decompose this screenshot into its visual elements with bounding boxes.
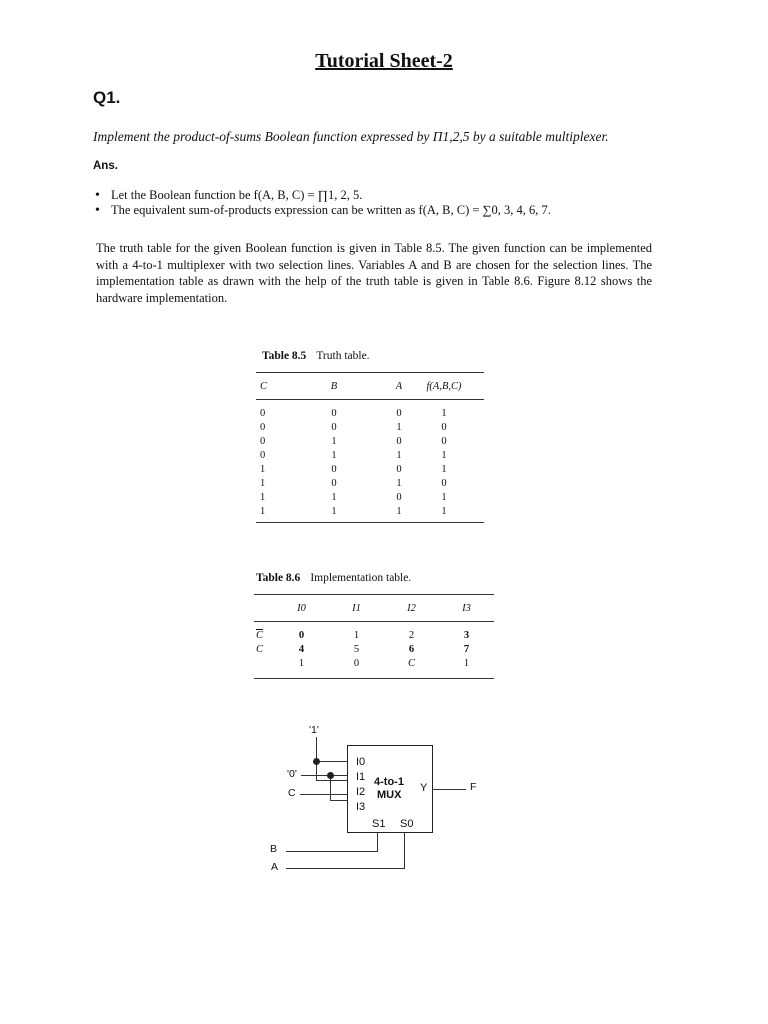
table6-title: Implementation table.: [310, 572, 412, 584]
table5-header: B: [330, 380, 338, 392]
table5-cell: 0: [331, 407, 337, 419]
table5-cell: 1: [441, 407, 447, 419]
table6-cell: 5: [353, 643, 360, 655]
table6-cell: 3: [463, 629, 470, 641]
table5-cell: 0: [331, 421, 337, 433]
table6-header: I3: [462, 602, 471, 614]
table5-cell: 1: [331, 449, 337, 461]
table6-header: I1: [352, 602, 361, 614]
one-label: '1': [309, 724, 319, 736]
output-f-label: F: [470, 781, 477, 793]
page-title: Tutorial Sheet-2: [315, 50, 453, 72]
table5-cell: 1: [260, 463, 266, 475]
question-text: Implement the product-of-sums Boolean function expressed by Π1,2,5 by a suitable multiplexer.: [93, 129, 609, 144]
explanation-paragraph: The truth table for the given Boolean function is given in Table 8.5. The given function can be implemented with a 4-to-1 multiplexer with two selection lines. Variables A and B are chosen for the selection lines. The implementation table as drawn with the help of the truth table is given in Table 8.6. Figure 8.12 shows the hardware implementation.: [96, 241, 652, 305]
table5-cell: 1: [396, 449, 402, 461]
table5-cell: 0: [331, 477, 337, 489]
table5-cell: 1: [260, 505, 266, 517]
table6-cell: 6: [408, 643, 415, 655]
table5-cell: 0: [260, 421, 266, 433]
table6-cell: 1: [353, 629, 360, 641]
table5-cell: 1: [396, 421, 402, 433]
table5-header: C: [260, 380, 268, 392]
table5-cell: 0: [331, 463, 337, 475]
mux-input-i0: I0: [356, 756, 366, 768]
table5-cell: 0: [396, 491, 402, 503]
mux-name-label: MUX: [377, 789, 402, 801]
table5-header: f(A,B,C): [426, 380, 462, 392]
table5-cell: 1: [441, 505, 447, 517]
table5-cell: 0: [441, 435, 447, 447]
bullet-item: • The equivalent sum-of-products expression can be written as f(A, B, C) = ∑0, 3, 4, 6, 7.: [93, 203, 551, 218]
table5-cell: 1: [331, 505, 337, 517]
table6-cell: C: [256, 643, 264, 655]
zero-label: '0': [287, 768, 297, 780]
table6-cell: C: [407, 657, 415, 669]
table5-label: Table 8.5: [262, 350, 307, 362]
mux-output-pin: Y: [420, 782, 428, 794]
table5-cell: 1: [441, 491, 447, 503]
table5-cell: 0: [396, 407, 402, 419]
table5-cell: 0: [260, 407, 266, 419]
bullet-item: • Let the Boolean function be f(A, B, C) = ∏1, 2, 5.: [93, 188, 551, 203]
table6-cell: 7: [463, 643, 470, 655]
table5-cell: 1: [331, 435, 337, 447]
table6-label: Table 8.6: [256, 572, 301, 584]
table6-cell: 2: [408, 629, 415, 641]
table5-cell: 0: [396, 463, 402, 475]
b-input-label: B: [270, 843, 278, 855]
question-label: Q1.: [93, 88, 121, 107]
table6-cell: 4: [298, 643, 305, 655]
table6-cell: 0: [353, 657, 360, 669]
table5-cell: 1: [396, 477, 402, 489]
table6-header: I2: [407, 602, 416, 614]
table5-cell: 1: [396, 505, 402, 517]
mux-select-s0: S0: [400, 818, 414, 830]
table6-cell: 1: [298, 657, 305, 669]
answer-label: Ans.: [93, 160, 118, 172]
table5-cell: 0: [441, 421, 447, 433]
mux-select-s1: S1: [372, 818, 386, 830]
mux-input-i3: I3: [356, 801, 366, 813]
table5-cell: 1: [331, 491, 337, 503]
table5-cell: 0: [260, 449, 266, 461]
a-input-label: A: [271, 861, 279, 873]
c-input-label: C: [288, 787, 296, 799]
table5-cell: 0: [396, 435, 402, 447]
table5-cell: 0: [260, 435, 266, 447]
table5-cell: 1: [441, 449, 447, 461]
mux-type-label: 4-to-1: [374, 776, 404, 788]
table6-header: I0: [297, 602, 306, 614]
table6-cell: 1: [463, 657, 470, 669]
mux-input-i1: I1: [356, 771, 366, 783]
table5-header: A: [395, 380, 403, 392]
table5-cell: 1: [260, 477, 266, 489]
mux-input-i2: I2: [356, 786, 366, 798]
table6-cell: $\overline{C}$: [256, 629, 264, 641]
table5-cell: 1: [441, 463, 447, 475]
table5-cell: 0: [441, 477, 447, 489]
table6-cell: 0: [298, 629, 305, 641]
table5-title: Truth table.: [316, 350, 370, 362]
table5-cell: 1: [260, 491, 266, 503]
mux-block: [347, 745, 433, 833]
